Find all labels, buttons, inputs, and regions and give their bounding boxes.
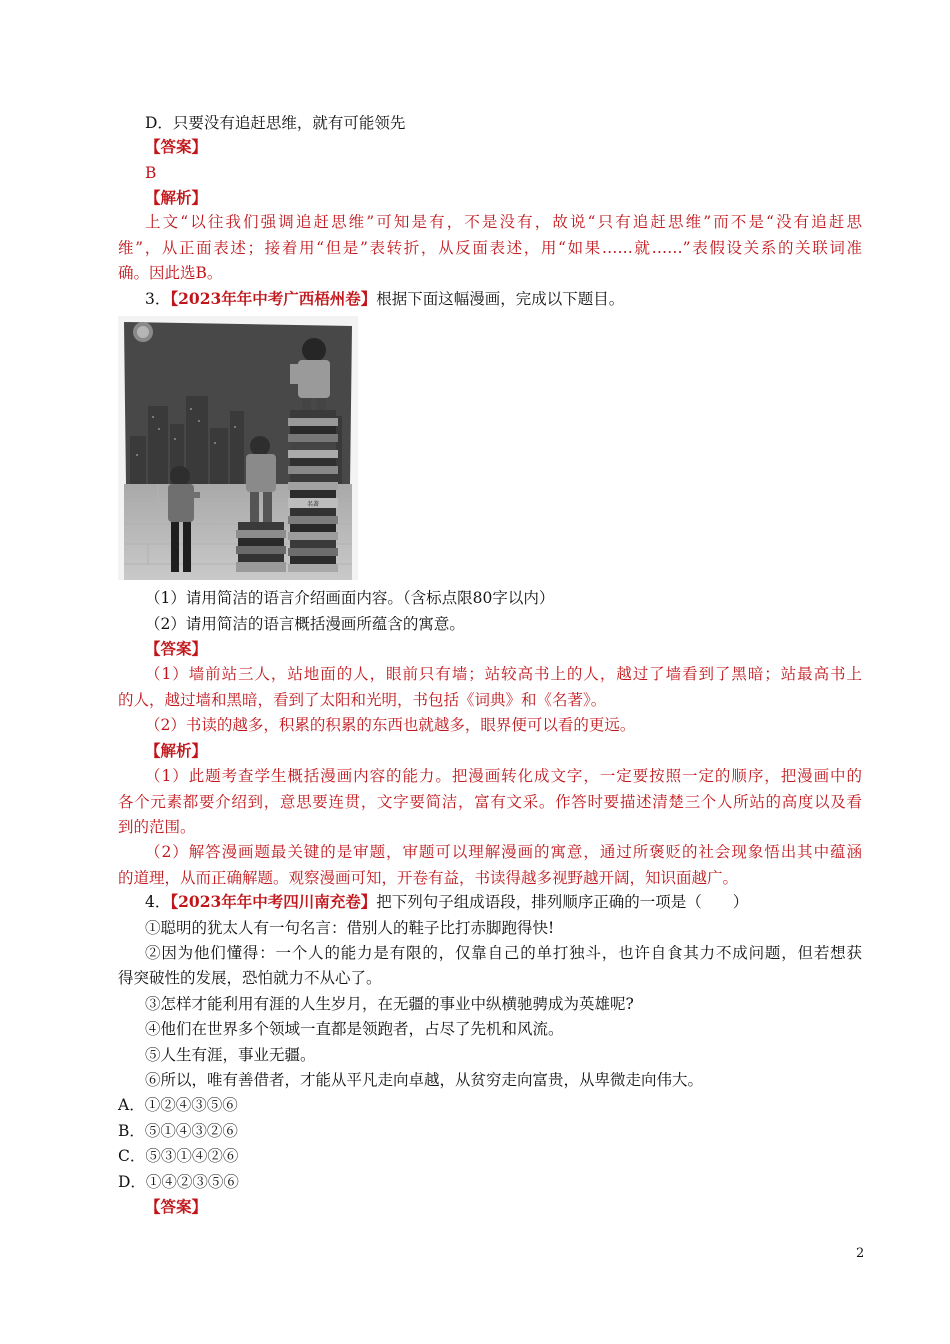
q4-number: 4． bbox=[145, 893, 171, 911]
q2-analysis-tag: 【解析】 bbox=[145, 188, 208, 207]
q4-sentence-4: ④他们在世界多个领域一直都是领跑者，占尽了先机和风流。 bbox=[145, 1020, 564, 1038]
q4-sentence-3: ③怎样才能利用有涯的人生岁月，在无疆的事业中纵横驰骋成为英雄呢? bbox=[145, 995, 634, 1013]
q4-sentence-6: ⑥所以，唯有善借者，才能从平凡走向卓越，从贫穷走向富贵，从卑微走向伟大。 bbox=[145, 1071, 704, 1089]
book-label: 名著 bbox=[306, 501, 320, 508]
q2-analysis-line-2: 维”，从正面表述；接着用“但是”表转折，从反面表述，用“如果……就……”表假设关系的关联词准 bbox=[118, 239, 862, 257]
q2-analysis-line-1: 上文“以往我们强调追赶思维”可知是有，不是没有，故说“只有追赶思维”而不是“没有追赶思 bbox=[145, 213, 862, 231]
q2-answer-tag: 【答案】 bbox=[145, 137, 208, 156]
q4-source: 【2023年年中考四川南充卷】 bbox=[170, 892, 377, 911]
page-number: 2 bbox=[856, 1246, 865, 1261]
q3-prompt: 根据下面这幅漫画，完成以下题目。 bbox=[376, 290, 625, 308]
q3-number: 3． bbox=[145, 290, 171, 308]
q3-answer-line-3: （2）书读的越多，积累的积累的东西也就越多，眼界便可以看的更远。 bbox=[145, 716, 636, 734]
q3-analysis-line-5: 的道理，从而正确解题。观察漫画可知，开卷有益，书读得越多视野越开阔，知识面越广。 bbox=[118, 869, 739, 887]
q3-answer-tag: 【答案】 bbox=[145, 639, 208, 658]
q4-option-a: A．①②④③⑤⑥ bbox=[118, 1096, 238, 1114]
q4-prompt: 把下列句子组成语段，排列顺序正确的一项是（ ） bbox=[376, 893, 749, 911]
q3-analysis-line-4: （2）解答漫画题最关键的是审题，审题可以理解漫画的寓意，通过所褒贬的社会现象悟出其中蕴涵 bbox=[145, 843, 862, 861]
q4-sentence-2b: 得突破性的发展，恐怕就力不从心了。 bbox=[118, 969, 382, 987]
q2-option-d: D．只要没有追赶思维，就有可能领先 bbox=[145, 114, 406, 132]
book-stack-tall bbox=[288, 410, 338, 572]
q3-analysis-line-3: 到的范围。 bbox=[118, 818, 196, 836]
q4-option-c: C．⑤③①④②⑥ bbox=[118, 1147, 239, 1165]
q3-answer-line-2: 的人，越过墙和黑暗，看到了太阳和光明，书包括《词典》和《名著》。 bbox=[118, 691, 607, 709]
q4-heading bbox=[145, 890, 748, 914]
book-stack-middle bbox=[236, 522, 286, 572]
q4-option-b: B．⑤①④③②⑥ bbox=[118, 1122, 238, 1140]
q3-analysis-line-1: （1）此题考查学生概括漫画内容的能力。把漫画转化成文字，一定要按照一定的顺序，把漫画中的 bbox=[145, 767, 862, 785]
q3-source: 【2023年年中考广西梧州卷】 bbox=[170, 289, 377, 308]
q4-sentence-5: ⑤人生有涯，事业无疆。 bbox=[145, 1046, 316, 1064]
q3-analysis-tag: 【解析】 bbox=[145, 741, 208, 760]
q3-analysis-line-2: 各个元素都要介绍到，意思要连贯，文字要简洁，富有文采。作答时要描述清楚三个人所站的高度以及看 bbox=[118, 793, 862, 811]
q3-sub-question-2: （2）请用简洁的语言概括漫画所蕴含的寓意。 bbox=[145, 615, 465, 633]
q4-answer-tag: 【答案】 bbox=[145, 1197, 208, 1216]
q4-option-d: D．①④②③⑤⑥ bbox=[118, 1173, 239, 1191]
q3-answer-line-1: （1）墙前站三人，站地面的人，眼前只有墙；站较高书上的人，越过了墙看到了黑暗；站最高书上 bbox=[145, 665, 862, 683]
q2-analysis-line-3: 确。因此选B。 bbox=[118, 264, 223, 282]
q2-answer: B bbox=[145, 164, 157, 182]
cartoon-image bbox=[118, 316, 358, 580]
q4-sentence-2a: ②因为他们懂得：一个人的能力是有限的，仅靠自己的单打独斗，也许自食其力不成问题，但若想获 bbox=[145, 944, 862, 962]
q4-sentence-1: ①聪明的犹太人有一句名言：借别人的鞋子比打赤脚跑得快! bbox=[145, 919, 555, 937]
q3-heading bbox=[145, 287, 624, 311]
q3-sub-question-1: （1）请用简洁的语言介绍画面内容。（含标点限80字以内） bbox=[145, 589, 555, 607]
